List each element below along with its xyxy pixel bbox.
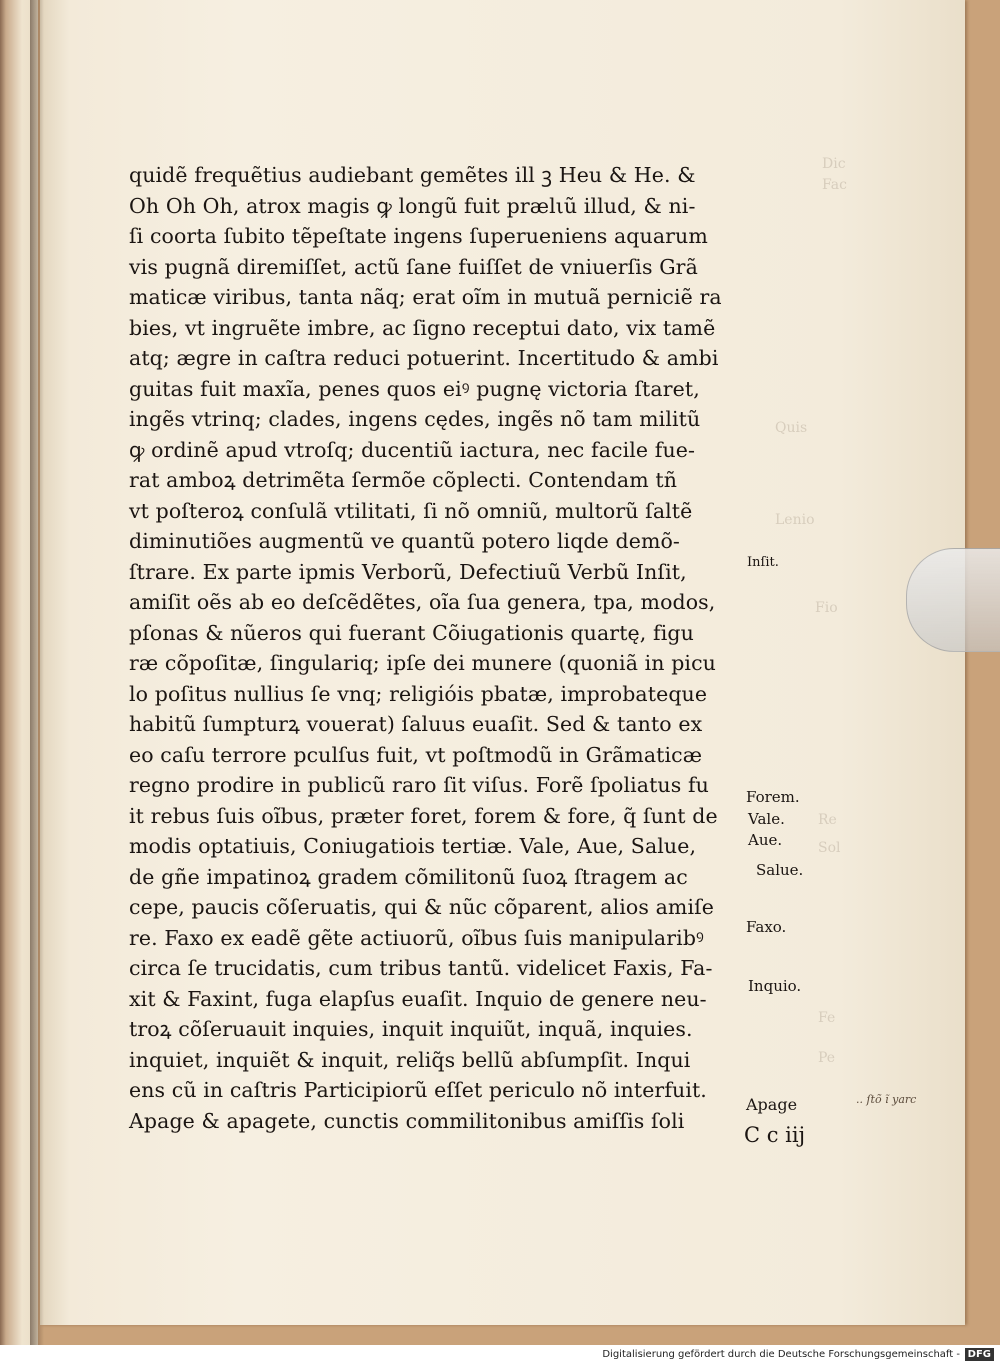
text-line: ræ cõpoſitæ, ſingulariq; ipſe dei munere (quoniã in picu [129, 651, 716, 675]
text-line: vis pugnã diremiſſet, actũ ſane fuiſſet de vniuerſis Grã [129, 254, 698, 279]
plastic-clip [906, 548, 1000, 652]
text-line: cepe, paucis cõſeruatis, qui & nũc cõparent, alios amiſe [129, 895, 715, 919]
handwritten-annotation: .. ſtõ ĩ yarc [856, 1093, 917, 1106]
show-through-text: Lenio [775, 512, 815, 528]
show-through-text: Re [818, 812, 837, 828]
text-line: pſonas & nũeros qui fuerant Cõiugationis quartę, figu [129, 620, 694, 645]
text-line: ſtrare. Ex parte ipmis Verborũ, Defectiuũ Verbũ Inſit, [129, 559, 687, 584]
text-line: rat amboꝝ detrimẽta ſermõe cõplecti. Contendam tñ [129, 468, 677, 492]
footer-credit: Digitalisierung gefördert durch die Deutsche Forschungsgemeinschaft - [602, 1349, 960, 1360]
text-line: ens cũ in caſtris Participiorũ eſſet periculo nõ interfuit. [129, 1078, 707, 1102]
text-line: amiſit oẽs ab eo deſcẽdẽtes, oĩa ſua genera, tpa, modos, [129, 590, 716, 614]
text-line: re. Faxo ex eadẽ gẽte actiuorũ, oĩbus ſuis manipularibꝰ [129, 925, 704, 950]
text-line: circa ſe trucidatis, cum tribus tantũ. videlicet Faxis, Fa- [129, 956, 713, 980]
show-through-text: Sol [818, 840, 841, 856]
text-line: ſi coorta ſubito tẽpeſtate ingens ſuperueniens aquarum [129, 224, 708, 248]
text-line: de gñe impatinoꝝ gradem cõmilitonũ ſuoꝝ ſtragem ac [129, 864, 688, 889]
dfg-logo: DFG [965, 1348, 994, 1361]
show-through-text: Quis [775, 420, 808, 436]
text-line: lo poſitus nullius ſe vnq; religióis pbatæ, improbateque [129, 681, 708, 706]
text-line: atq; ægre in caſtra reduci potuerint. Incertitudo & ambi [129, 346, 719, 370]
text-line: maticæ viribus, tanta nãq; erat oĩm in mutuã perniciẽ ra [129, 285, 722, 309]
text-line: regno prodire in publicũ raro ſit viſus. Forẽ ſpoliatus fu [129, 773, 709, 797]
text-line: xit & Faxint, fuga elapſus euaſit. Inquio de genere neu- [129, 986, 707, 1011]
text-line: Apage & apagete, cunctis commilitonibus amiſſis ſoli [129, 1108, 685, 1133]
margin-note-aue: Aue. [748, 831, 783, 849]
margin-note-insit: Inſit. [747, 555, 779, 570]
margin-note-salue: Salue. [756, 861, 804, 879]
text-line: ingẽs vtrinq; clades, ingens cędes, ingẽs nõ tam militũ [129, 407, 701, 431]
margin-note-inquio: Inquio. [748, 977, 802, 995]
signature-mark: C c iij [744, 1123, 806, 1147]
footer-bar [0, 1345, 1000, 1367]
text-line: bies, vt ingruẽte imbre, ac ſigno receptui dato, vix tamẽ [129, 315, 716, 340]
show-through-text: Fio [815, 600, 838, 616]
text-line: Oh Oh Oh, atrox magis ꝙ longũ fuit prælιũ illud, & ni- [129, 193, 696, 218]
margin-note-apage: Apage [746, 1095, 798, 1114]
margin-note-forem: Forem. [746, 788, 800, 806]
text-line: eo caſu terrore pculſus fuit, vt poſtmodũ in Grãmaticæ [129, 742, 703, 767]
text-line: it rebus ſuis oĩbus, præter foret, forem & fore, q̃ ſunt de [129, 803, 718, 828]
text-line: habitũ ſumpturꝝ vouerat) ſaluus euaſit. Sed & tanto ex [129, 712, 703, 736]
text-line: inquiet, inquiẽt & inquit, reliq̃s bellũ abſumpſit. Inqui [129, 1047, 691, 1072]
show-through-text: Dic [822, 156, 846, 172]
text-line: modis optatiuis, Coniugatiois tertiæ. Vale, Aue, Salue, [129, 834, 697, 858]
text-line: ꝙ ordinẽ apud vtroſq; ducentiũ iactura, nec facile fue- [129, 437, 696, 462]
text-line: troꝝ cõſeruauit inquies, inquit inquiũt, inquã, inquies. [129, 1017, 693, 1041]
margin-note-vale: Vale. [748, 810, 785, 828]
show-through-text: Fe [818, 1010, 836, 1026]
text-line: vt poſteroꝝ conſulã vtilitati, ſi nõ omniũ, multorũ ſaltẽ [129, 498, 693, 523]
text-line: guitas fuit maxĩa, penes quos eiꝰ pugnę victoria ſtaret, [129, 376, 700, 401]
body-text [129, 160, 789, 1136]
show-through-text: Fac [822, 177, 847, 193]
show-through-text: Pe [818, 1050, 836, 1066]
text-line: diminutiões augmentũ ve quantũ potero liqde demõ- [129, 529, 680, 553]
margin-note-faxo: Faxo. [746, 918, 787, 936]
text-line: quidẽ frequẽtius audiebant gemẽtes ill ꝫ Heu & He. & [129, 163, 696, 187]
page-gutter-shadow [30, 0, 44, 1345]
